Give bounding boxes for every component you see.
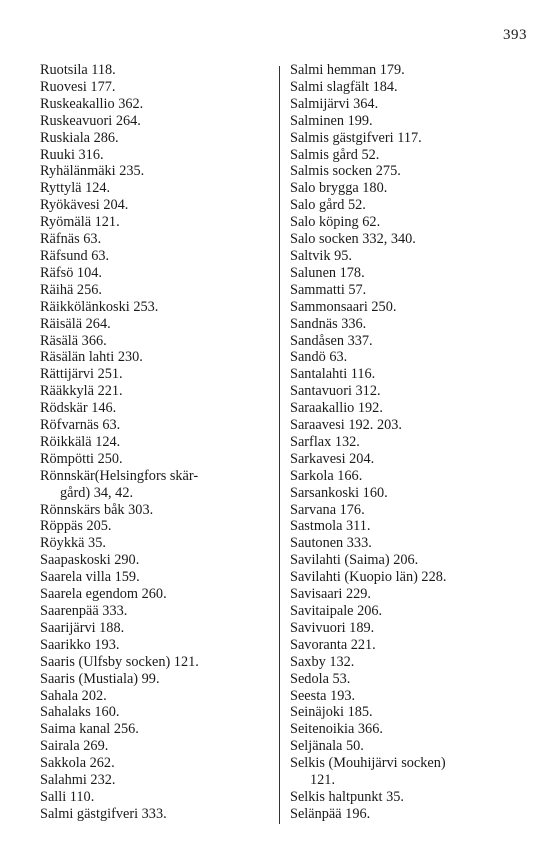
index-entry: Röykkä 35.: [40, 535, 106, 552]
index-entry: Sarkavesi 204.: [290, 450, 375, 467]
index-entry-continuation: gård) 34, 42.: [60, 484, 134, 501]
index-entry: Ryttylä 124.: [40, 180, 111, 197]
index-entry: Sandåsen 337.: [290, 332, 373, 349]
index-entry: Saaris (Mustiala) 99.: [40, 670, 160, 687]
index-entry: Sarvana 176.: [290, 501, 365, 518]
index-column-left: [40, 62, 272, 823]
index-entry: Seitenoikia 366.: [290, 721, 383, 738]
index-entry: Salmis gård 52.: [290, 146, 380, 163]
index-entry: Sautonen 333.: [290, 535, 372, 552]
index-entry: Salahmi 232.: [40, 772, 116, 789]
index-entry: Räfsö 104.: [40, 264, 102, 281]
index-entry: Salo brygga 180.: [290, 180, 388, 197]
index-entry: Saraavesi 192. 203.: [290, 417, 402, 434]
index-entry: Sakkola 262.: [40, 755, 115, 772]
index-entry: Röikkälä 124.: [40, 433, 121, 450]
index-entry: Ruskeavuori 264.: [40, 112, 141, 129]
index-entry: Selänpää 196.: [290, 805, 371, 822]
index-entry: Sairala 269.: [40, 738, 109, 755]
index-entry: Salmijärvi 364.: [290, 95, 379, 112]
index-entry: Römpötti 250.: [40, 450, 123, 467]
index-entry: Savisaari 229.: [290, 586, 371, 603]
index-entry: Sarkola 166.: [290, 467, 363, 484]
index-entry: Salmi hemman 179.: [290, 62, 405, 78]
index-entry: Sandnäs 336.: [290, 315, 367, 332]
index-entry: Sedola 53.: [290, 670, 351, 687]
index-entry: Röppäs 205.: [40, 518, 112, 535]
page-number: 393: [503, 27, 527, 43]
index-entry-continuation: 121.: [310, 772, 336, 789]
index-entry: Saraakallio 192.: [290, 400, 383, 417]
index-entry: Ruskeakallio 362.: [40, 95, 144, 112]
index-entry: Ruuki 316.: [40, 146, 104, 163]
index-entry: Räfsund 63.: [40, 247, 110, 264]
index-entry: Räsälä 366.: [40, 332, 107, 349]
index-entry: Sastmola 311.: [290, 518, 371, 535]
index-entry: Räikkölänkoski 253.: [40, 298, 159, 315]
index-column-right: [290, 62, 530, 823]
index-entry: Seinäjoki 185.: [290, 704, 373, 721]
index-entry: Selkis (Mouhijärvi socken): [290, 755, 446, 772]
index-entry: Rönnskär(Helsingfors skär-: [40, 467, 199, 484]
index-entry: Saarenpää 333.: [40, 603, 128, 619]
index-entry: Salo gård 52.: [290, 197, 366, 214]
index-entry: Salmi slagfält 184.: [290, 78, 398, 95]
index-entry: Saima kanal 256.: [40, 721, 139, 738]
index-entry: Saarela egendom 260.: [40, 586, 167, 603]
index-entry: Räisälä 264.: [40, 315, 111, 332]
index-entry: Sarflax 132.: [290, 433, 360, 450]
index-entry: Salo köping 62.: [290, 214, 381, 231]
index-entry: Saarikko 193.: [40, 636, 120, 653]
index-entry: Räihä 256.: [40, 281, 102, 298]
index-entry: Räfnäs 63.: [40, 231, 102, 248]
index-entry: Saaris (Ulfsby socken) 121.: [40, 653, 199, 670]
index-entry: Rääkkylä 221.: [40, 383, 123, 400]
index-entry: Ryökävesi 204.: [40, 197, 129, 214]
index-entry: Selkis haltpunkt 35.: [290, 788, 404, 805]
index-entry: Seesta 193.: [290, 687, 356, 704]
index-entry: Salmis gästgifveri 117.: [290, 129, 422, 146]
index-entry: Santalahti 116.: [290, 366, 376, 383]
index-entry: Sarsankoski 160.: [290, 484, 388, 501]
index-entry: Savitaipale 206.: [290, 603, 383, 619]
index-entry: Savivuori 189.: [290, 619, 375, 636]
index-entry: Rönnskärs båk 303.: [40, 501, 154, 518]
index-entry: Saapaskoski 290.: [40, 552, 140, 569]
index-entry: Ryhälänmäki 235.: [40, 163, 145, 180]
index-entry: Sahala 202.: [40, 687, 107, 704]
index-entry: Saltvik 95.: [290, 247, 352, 264]
index-entry: Salmis socken 275.: [290, 163, 401, 180]
index-entry: Saarijärvi 188.: [40, 619, 125, 636]
index-entry: Salminen 199.: [290, 112, 373, 129]
index-entry: Sammatti 57.: [290, 281, 367, 298]
index-entry: Salli 110.: [40, 788, 95, 805]
index-entry: Röfvarnäs 63.: [40, 417, 121, 434]
index-entry: Saxby 132.: [290, 653, 355, 670]
index-entry: Sandö 63.: [290, 349, 348, 366]
index-entry: Seljänala 50.: [290, 738, 364, 755]
index-entry: Räsälän lahti 230.: [40, 349, 143, 366]
index-entry: Sammonsaari 250.: [290, 298, 397, 315]
column-divider: [279, 66, 280, 824]
index-entry: Savilahti (Kuopio län) 228.: [290, 569, 447, 586]
index-entry: Sahalaks 160.: [40, 704, 120, 721]
index-entry: Rödskär 146.: [40, 400, 117, 417]
index-entry: Saarela villa 159.: [40, 569, 140, 586]
index-entry: Salunen 178.: [290, 264, 365, 281]
index-entry: Rättijärvi 251.: [40, 366, 123, 383]
index-entry: Ruovesi 177.: [40, 78, 116, 95]
index-entry: Santavuori 312.: [290, 383, 381, 400]
index-entry: Ruskiala 286.: [40, 129, 119, 146]
index-entry: Salo socken 332, 340.: [290, 231, 416, 248]
index-entry: Savoranta 221.: [290, 636, 376, 653]
index-entry: Ryömälä 121.: [40, 214, 120, 231]
index-entry: Savilahti (Saima) 206.: [290, 552, 419, 569]
index-entry: Salmi gästgifveri 333.: [40, 805, 167, 822]
index-entry: Ruotsila 118.: [40, 62, 116, 78]
